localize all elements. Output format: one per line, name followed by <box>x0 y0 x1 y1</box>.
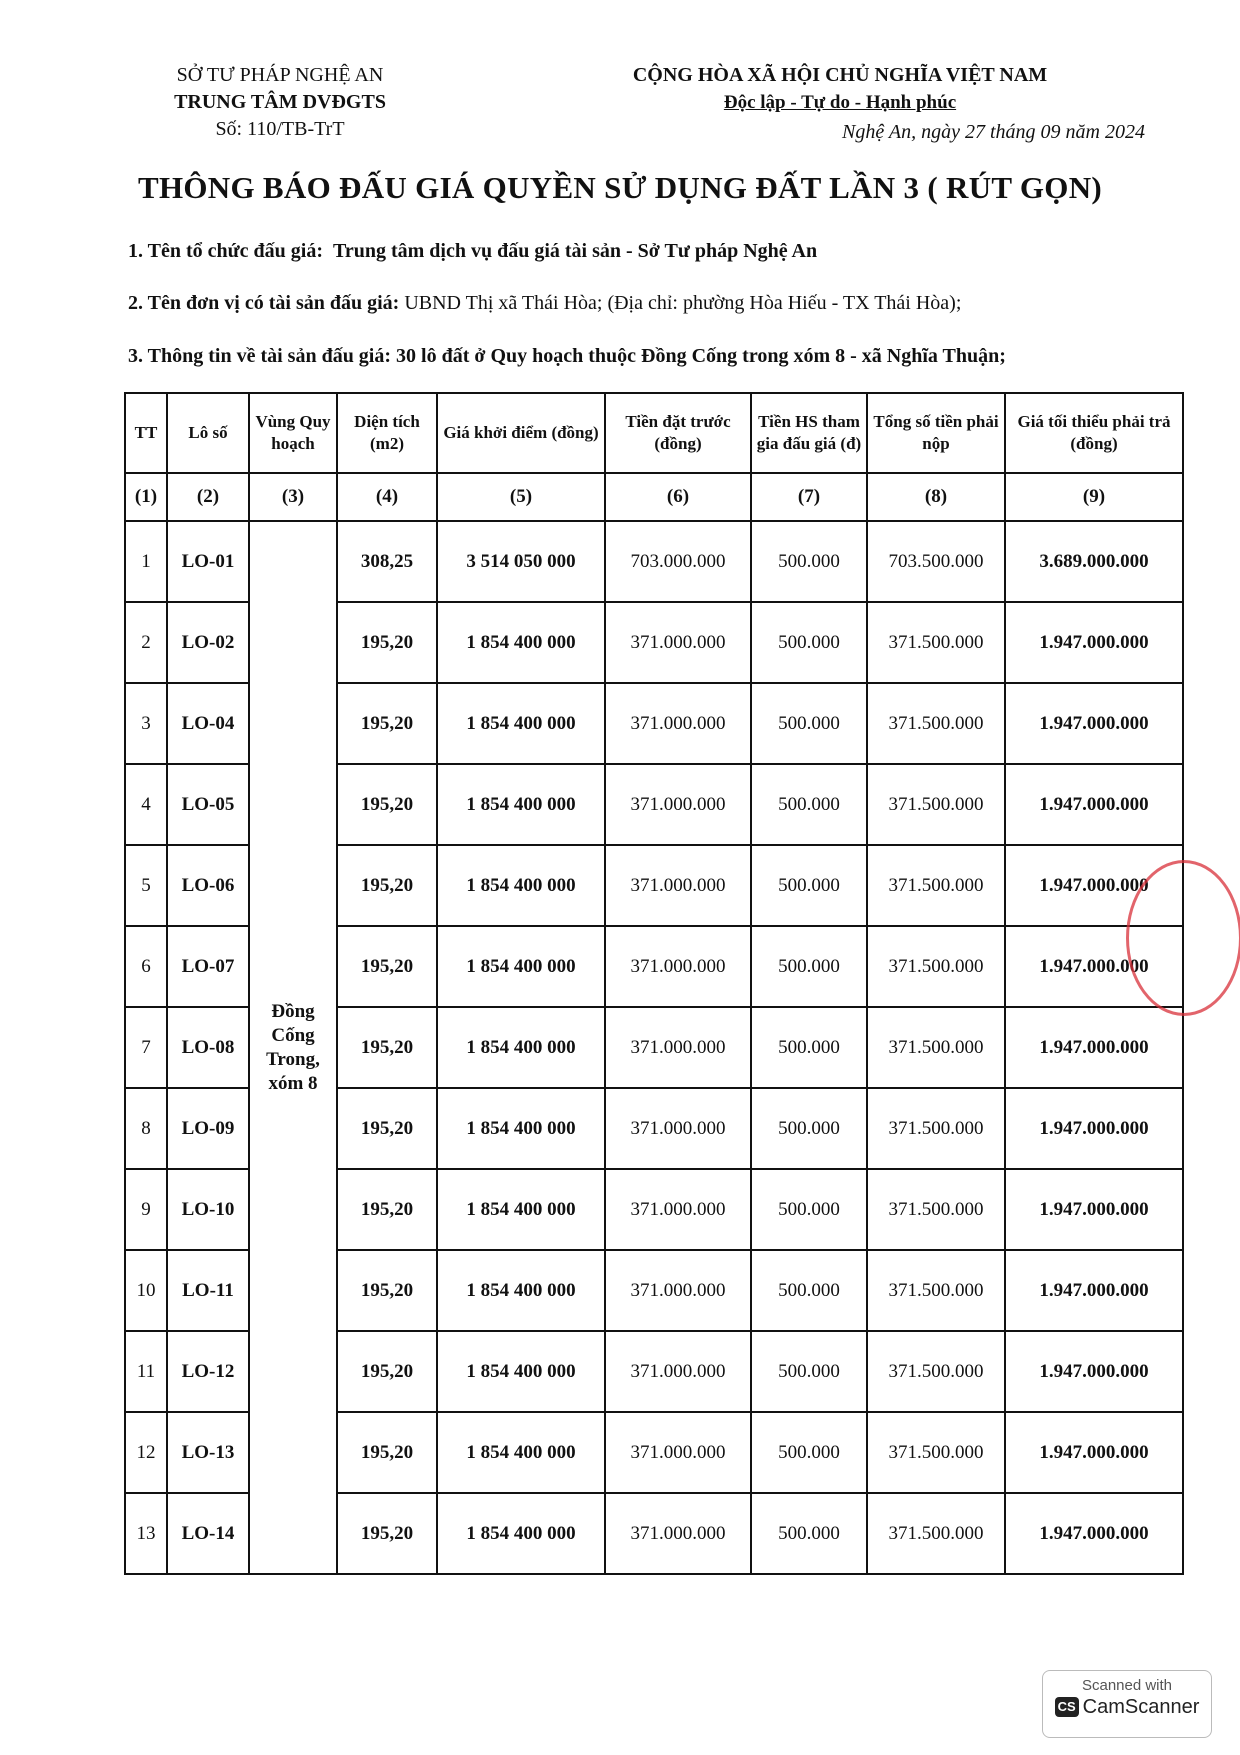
table-cell: 11 <box>125 1331 167 1412</box>
table-cell: 195,20 <box>337 845 437 926</box>
table-cell: 12 <box>125 1412 167 1493</box>
table-cell: 1.947.000.000 <box>1005 845 1183 926</box>
table-cell: 9 <box>125 1169 167 1250</box>
table-cell: 371.500.000 <box>867 683 1005 764</box>
table-cell: 371.500.000 <box>867 1007 1005 1088</box>
column-index: (9) <box>1005 473 1183 521</box>
table-cell: 5 <box>125 845 167 926</box>
table-cell: LO-07 <box>167 926 249 1007</box>
table-cell: 7 <box>125 1007 167 1088</box>
table-cell: 1 854 400 000 <box>437 1250 605 1331</box>
table-cell: 308,25 <box>337 521 437 602</box>
column-index: (7) <box>751 473 867 521</box>
table-cell: 371.500.000 <box>867 1169 1005 1250</box>
info-label: 3. Thông tin về tài sản đấu giá: <box>128 345 392 367</box>
table-cell: 371.500.000 <box>867 926 1005 1007</box>
column-index-row <box>125 473 1183 521</box>
table-cell: 371.500.000 <box>867 764 1005 845</box>
auction-lots-table <box>124 392 1184 1575</box>
column-index: (8) <box>867 473 1005 521</box>
column-index: (5) <box>437 473 605 521</box>
column-header: Giá khởi điểm (đồng) <box>437 393 605 473</box>
national-header <box>560 62 1120 116</box>
table-cell: LO-12 <box>167 1331 249 1412</box>
table-cell: 500.000 <box>751 602 867 683</box>
column-header: Lô số <box>167 393 249 473</box>
table-cell: 703.500.000 <box>867 521 1005 602</box>
camscanner-label: CamScanner <box>1082 1696 1200 1718</box>
table-cell: 1.947.000.000 <box>1005 1007 1183 1088</box>
table-cell: LO-04 <box>167 683 249 764</box>
table-cell: 1 854 400 000 <box>437 1007 605 1088</box>
table-row <box>125 521 1183 602</box>
table-cell: 500.000 <box>751 1331 867 1412</box>
table-cell: 500.000 <box>751 1169 867 1250</box>
table-cell: 1.947.000.000 <box>1005 764 1183 845</box>
table-cell: 500.000 <box>751 1250 867 1331</box>
column-header: Giá tối thiểu phải trả (đồng) <box>1005 393 1183 473</box>
table-cell: 1 854 400 000 <box>437 1412 605 1493</box>
issuer-block <box>150 62 410 143</box>
camscanner-badge <box>1042 1670 1212 1738</box>
table-cell: 371.000.000 <box>605 1007 751 1088</box>
table-header-row <box>125 393 1183 473</box>
zone-cell: Đồng Cống Trong, xóm 8 <box>249 521 337 1574</box>
document-number: Số: 110/TB-TrT <box>215 118 345 140</box>
table-cell: 8 <box>125 1088 167 1169</box>
table-cell: 500.000 <box>751 764 867 845</box>
table-cell: 371.500.000 <box>867 1088 1005 1169</box>
table-cell: 500.000 <box>751 845 867 926</box>
table-cell: 371.500.000 <box>867 1412 1005 1493</box>
table-cell: LO-10 <box>167 1169 249 1250</box>
table-cell: LO-01 <box>167 521 249 602</box>
table-cell: 4 <box>125 764 167 845</box>
column-index: (4) <box>337 473 437 521</box>
table-cell: 371.500.000 <box>867 1250 1005 1331</box>
info-value: Trung tâm dịch vụ đấu giá tài sản - Sở Tư pháp Nghệ An <box>332 240 818 262</box>
national-motto: Độc lập - Tự do - Hạnh phúc <box>723 92 957 113</box>
table-cell: 13 <box>125 1493 167 1574</box>
table-cell: 1 854 400 000 <box>437 845 605 926</box>
table-cell: 195,20 <box>337 1412 437 1493</box>
table-cell: 1.947.000.000 <box>1005 1250 1183 1331</box>
column-header: Vùng Quy hoạch <box>249 393 337 473</box>
national-title: CỘNG HÒA XÃ HỘI CHỦ NGHĨA VIỆT NAM <box>632 64 1048 86</box>
table-cell: 1 854 400 000 <box>437 683 605 764</box>
camscanner-name <box>1043 1696 1211 1719</box>
table-cell: 371.500.000 <box>867 845 1005 926</box>
table-cell: 1 854 400 000 <box>437 1331 605 1412</box>
table-cell: 371.500.000 <box>867 1331 1005 1412</box>
column-header: Tiền đặt trước (đồng) <box>605 393 751 473</box>
table-cell: 371.500.000 <box>867 602 1005 683</box>
table-cell: 1 854 400 000 <box>437 1088 605 1169</box>
column-index: (6) <box>605 473 751 521</box>
table-cell: 371.000.000 <box>605 1169 751 1250</box>
table-cell: 1.947.000.000 <box>1005 1493 1183 1574</box>
info-line-2 <box>128 292 961 315</box>
table-cell: 1.947.000.000 <box>1005 1088 1183 1169</box>
table-cell: 1.947.000.000 <box>1005 1412 1183 1493</box>
table-cell: 500.000 <box>751 1412 867 1493</box>
table-cell: 3 <box>125 683 167 764</box>
column-header: TT <box>125 393 167 473</box>
table-cell: LO-08 <box>167 1007 249 1088</box>
table-cell: 1.947.000.000 <box>1005 926 1183 1007</box>
info-label: 1. Tên tổ chức đấu giá: <box>128 240 323 262</box>
table-cell: 6 <box>125 926 167 1007</box>
issuer-center: TRUNG TÂM DVĐGTS <box>174 91 386 113</box>
table-cell: 371.000.000 <box>605 1412 751 1493</box>
table-cell: 1.947.000.000 <box>1005 683 1183 764</box>
table-cell: 500.000 <box>751 1493 867 1574</box>
column-header: Tổng số tiền phải nộp <box>867 393 1005 473</box>
table-cell: 195,20 <box>337 764 437 845</box>
camscanner-logo-icon: CS <box>1055 1697 1079 1717</box>
table-cell: LO-11 <box>167 1250 249 1331</box>
info-value: UBND Thị xã Thái Hòa; (Địa chỉ: phường Hòa Hiếu - TX Thái Hòa); <box>404 292 962 314</box>
table-cell: 1 854 400 000 <box>437 1169 605 1250</box>
info-value: 30 lô đất ở Quy hoạch thuộc Đồng Cống trong xóm 8 - xã Nghĩa Thuận; <box>396 345 1006 367</box>
scanned-with-label: Scanned with <box>1081 1677 1173 1694</box>
column-header: Tiền HS tham gia đấu giá (đ) <box>751 393 867 473</box>
table-cell: 195,20 <box>337 1169 437 1250</box>
table-cell: 371.000.000 <box>605 602 751 683</box>
table-cell: LO-06 <box>167 845 249 926</box>
table-cell: 10 <box>125 1250 167 1331</box>
table-cell: 500.000 <box>751 926 867 1007</box>
table-cell: 1 854 400 000 <box>437 926 605 1007</box>
info-label: 2. Tên đơn vị có tài sản đấu giá: <box>128 292 400 314</box>
column-header: Diện tích (m2) <box>337 393 437 473</box>
table-cell: 1.947.000.000 <box>1005 602 1183 683</box>
column-index: (3) <box>249 473 337 521</box>
info-line-3 <box>128 345 1006 368</box>
table-cell: 371.000.000 <box>605 1250 751 1331</box>
table-cell: 1 854 400 000 <box>437 602 605 683</box>
table-cell: 3.689.000.000 <box>1005 521 1183 602</box>
table-cell: 195,20 <box>337 1493 437 1574</box>
table-cell: 500.000 <box>751 521 867 602</box>
table-cell: LO-14 <box>167 1493 249 1574</box>
table-cell: 371.000.000 <box>605 845 751 926</box>
table-cell: 371.000.000 <box>605 1331 751 1412</box>
table-cell: 371.500.000 <box>867 1493 1005 1574</box>
table-cell: 2 <box>125 602 167 683</box>
table-cell: 195,20 <box>337 602 437 683</box>
table-cell: 371.000.000 <box>605 1088 751 1169</box>
info-line-1 <box>128 240 817 263</box>
table-cell: 195,20 <box>337 683 437 764</box>
table-cell: 371.000.000 <box>605 1493 751 1574</box>
table-cell: 1 854 400 000 <box>437 1493 605 1574</box>
column-index: (1) <box>125 473 167 521</box>
column-index: (2) <box>167 473 249 521</box>
table-cell: LO-02 <box>167 602 249 683</box>
table-cell: 1.947.000.000 <box>1005 1169 1183 1250</box>
issuer-department: SỞ TƯ PHÁP NGHỆ AN <box>176 64 384 86</box>
table-cell: 3 514 050 000 <box>437 521 605 602</box>
table-cell: 195,20 <box>337 926 437 1007</box>
table-cell: 371.000.000 <box>605 926 751 1007</box>
table-cell: 1 854 400 000 <box>437 764 605 845</box>
table-cell: 1.947.000.000 <box>1005 1331 1183 1412</box>
table-cell: 195,20 <box>337 1088 437 1169</box>
red-seal-stamp <box>1126 860 1240 1016</box>
table-cell: 195,20 <box>337 1007 437 1088</box>
table-cell: 195,20 <box>337 1250 437 1331</box>
document-date: Nghệ An, ngày 27 tháng 09 năm 2024 <box>842 121 1145 143</box>
table-cell: 1 <box>125 521 167 602</box>
table-cell: 371.000.000 <box>605 764 751 845</box>
table-cell: 371.000.000 <box>605 683 751 764</box>
table-cell: 195,20 <box>337 1331 437 1412</box>
table-cell: LO-09 <box>167 1088 249 1169</box>
table-cell: LO-05 <box>167 764 249 845</box>
table-cell: 500.000 <box>751 683 867 764</box>
table-cell: 500.000 <box>751 1007 867 1088</box>
table-cell: 500.000 <box>751 1088 867 1169</box>
table-cell: 703.000.000 <box>605 521 751 602</box>
page-title: THÔNG BÁO ĐẤU GIÁ QUYỀN SỬ DỤNG ĐẤT LẦN 3 ( RÚT GỌN) <box>137 170 1103 205</box>
table-cell: LO-13 <box>167 1412 249 1493</box>
